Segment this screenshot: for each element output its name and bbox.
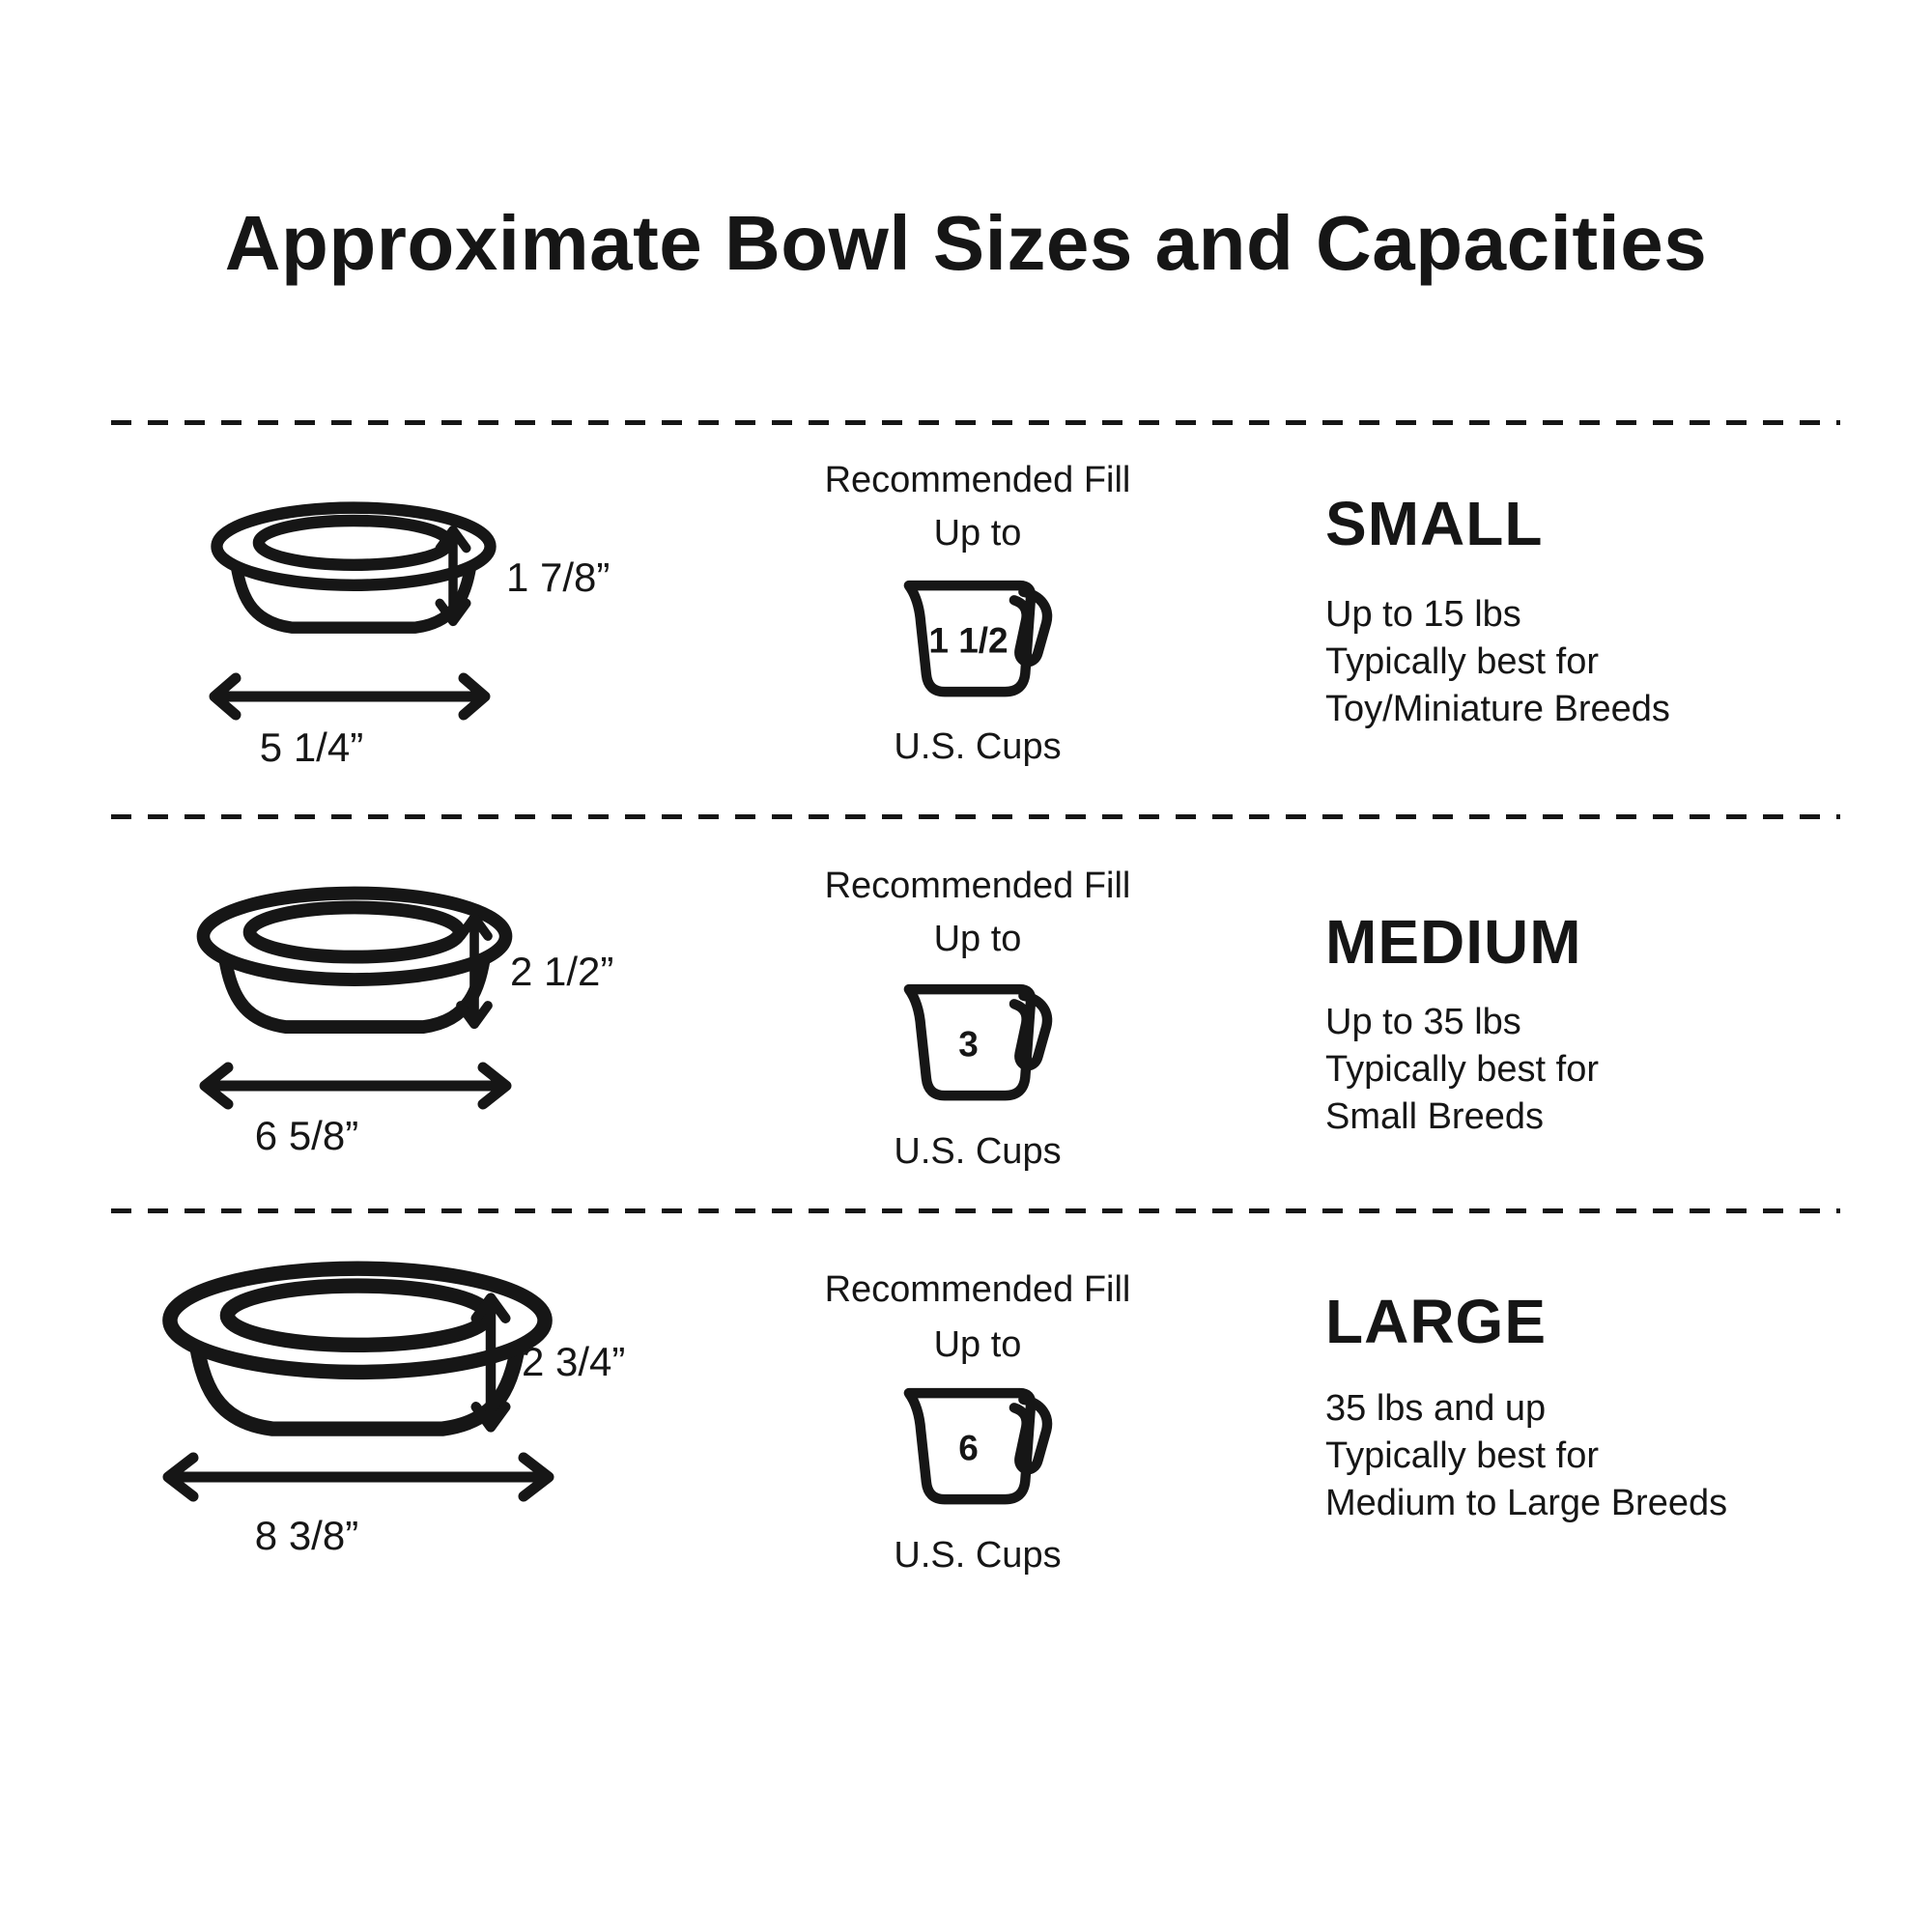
height-arrow-icon [435, 522, 471, 630]
size-description [1325, 1385, 1727, 1527]
size-name: MEDIUM [1325, 907, 1582, 977]
fill-subtitle: Up to [933, 1324, 1022, 1365]
weight-range: 35 lbs and up [1325, 1388, 1547, 1429]
cup-unit-label: U.S. Cups [894, 1131, 1062, 1172]
width-arrow-icon [195, 1061, 516, 1111]
page-title: Approximate Bowl Sizes and Capacities [224, 200, 1708, 286]
bowl-width-label: 8 3/8” [254, 1513, 359, 1558]
height-arrow-icon [470, 1288, 511, 1437]
cup-amount: 3 [958, 1024, 979, 1065]
divider-dashed-line [111, 420, 1840, 425]
height-arrow-icon [455, 909, 494, 1033]
cup-amount: 6 [958, 1428, 979, 1468]
cup-unit-label: U.S. Cups [894, 726, 1062, 767]
divider-dashed-line [111, 814, 1840, 819]
fill-subtitle: Up to [933, 919, 1022, 959]
suitability-line-1: Typically best for [1325, 641, 1599, 682]
size-description [1325, 591, 1670, 733]
bowl-height-label: 1 7/8” [506, 554, 611, 600]
bowl-width-label: 6 5/8” [254, 1113, 359, 1158]
measuring-cup-icon [886, 570, 1069, 712]
size-name: LARGE [1325, 1287, 1547, 1356]
divider-dashed-line [111, 1208, 1840, 1213]
cup-unit-label: U.S. Cups [894, 1535, 1062, 1576]
measuring-cup-icon [886, 1378, 1069, 1520]
suitability-line-2: Small Breeds [1325, 1096, 1544, 1137]
suitability-line-2: Toy/Miniature Breeds [1325, 689, 1670, 729]
suitability-line-1: Typically best for [1325, 1435, 1599, 1476]
suitability-line-1: Typically best for [1325, 1049, 1599, 1090]
fill-title: Recommended Fill [824, 460, 1131, 500]
fill-subtitle: Up to [933, 513, 1022, 554]
size-name: SMALL [1325, 489, 1544, 558]
weight-range: Up to 35 lbs [1325, 1002, 1521, 1042]
fill-title: Recommended Fill [824, 1269, 1131, 1310]
suitability-line-2: Medium to Large Breeds [1325, 1483, 1728, 1523]
size-description [1325, 999, 1599, 1141]
width-arrow-icon [158, 1451, 558, 1503]
bowl-height-label: 2 1/2” [510, 949, 614, 994]
weight-range: Up to 15 lbs [1325, 594, 1521, 635]
width-arrow-icon [205, 672, 495, 721]
bowl-height-label: 2 3/4” [522, 1339, 626, 1384]
bowl-width-label: 5 1/4” [259, 724, 364, 770]
cup-amount: 1 1/2 [928, 620, 1009, 661]
fill-title: Recommended Fill [824, 866, 1131, 906]
measuring-cup-icon [886, 974, 1069, 1116]
